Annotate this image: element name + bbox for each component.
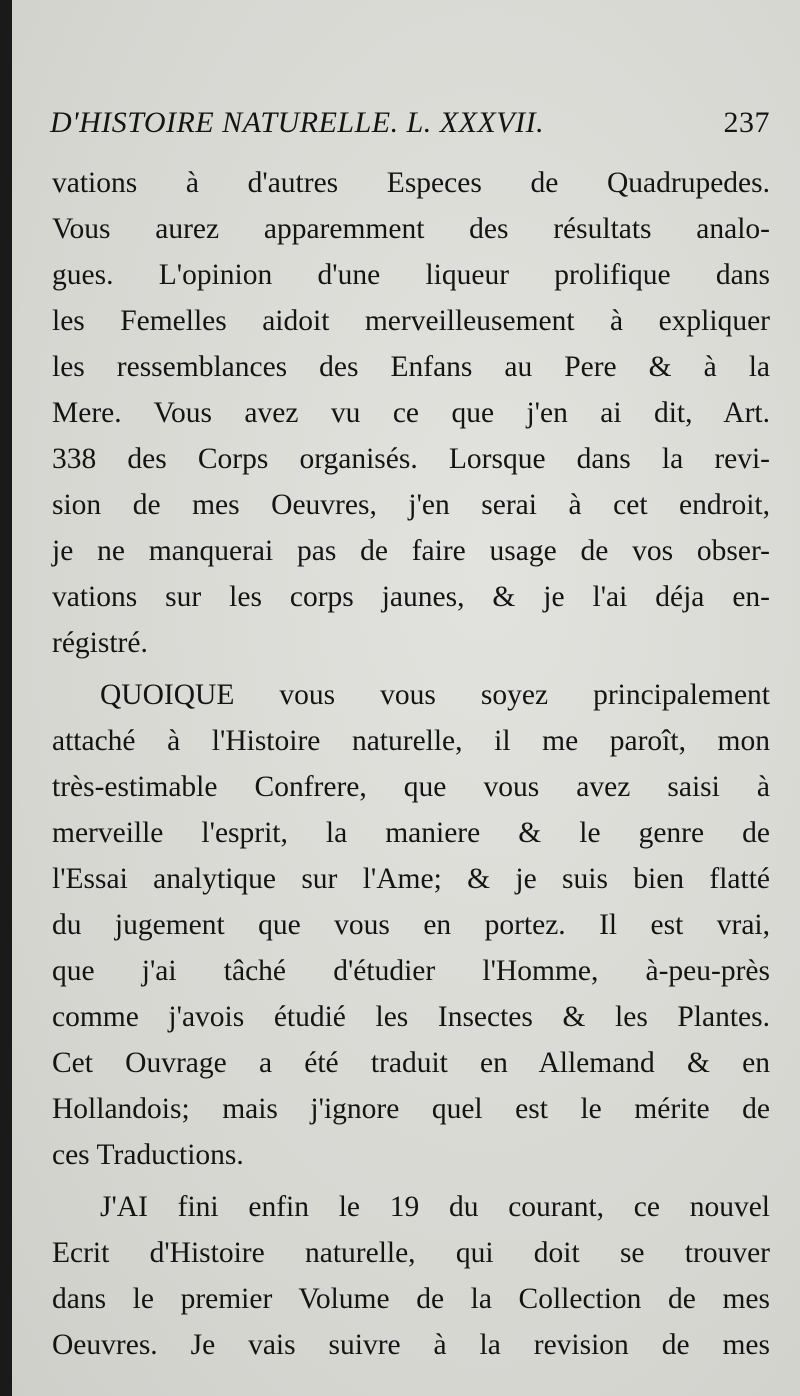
text-line: très-estimable Confrere, que vous avez saisi à (52, 771, 770, 803)
text-line: sion de mes Oeuvres, j'en serai à cet endroit, (52, 489, 770, 521)
text-line: vations sur les corps jaunes, & je l'ai déja en- (52, 581, 770, 613)
text-line: l'Essai analytique sur l'Ame; & je suis bien flatté (52, 863, 770, 895)
text-line: vations à d'autres Especes de Quadrupedes. (52, 167, 770, 199)
text-line: Hollandois; mais j'ignore quel est le mérite de (52, 1093, 770, 1125)
text-line: ces Traductions. (52, 1139, 244, 1171)
text-line: QUOIQUE vous vous soyez principalement (100, 679, 770, 711)
text-line: J'AI fini enfin le 19 du courant, ce nouvel (100, 1191, 770, 1223)
text-line: Mere. Vous avez vu ce que j'en ai dit, Art. (52, 397, 770, 429)
paragraph-1 (52, 160, 770, 666)
text-line: Ecrit d'Histoire naturelle, qui doit se trouver (52, 1237, 770, 1269)
text-line: régistré. (52, 627, 148, 659)
running-head (50, 102, 770, 148)
text-line: Cet Ouvrage a été traduit en Allemand & en (52, 1047, 770, 1079)
running-head-title: D'HISTOIRE NATURELLE. L. XXXVII. (50, 106, 545, 139)
paragraph-2 (52, 672, 770, 1178)
text-line: les ressemblances des Enfans au Pere & à la (52, 351, 770, 383)
text-line: dans le premier Volume de la Collection de mes (52, 1283, 770, 1315)
text-line: du jugement que vous en portez. Il est vrai, (52, 909, 770, 941)
text-line: les Femelles aidoit merveilleusement à expliquer (52, 305, 770, 337)
page-number: 237 (723, 106, 770, 139)
text-line: Vous aurez apparemment des résultats analo- (52, 213, 770, 245)
book-page (12, 0, 800, 1396)
text-line: gues. L'opinion d'une liqueur prolifique dans (52, 259, 770, 291)
text-line: merveille l'esprit, la maniere & le genre de (52, 817, 770, 849)
text-line: Oeuvres. Je vais suivre à la revision de mes (52, 1329, 770, 1361)
text-line: attaché à l'Histoire naturelle, il me paroît, mon (52, 725, 770, 757)
text-line: que j'ai tâché d'étudier l'Homme, à-peu-près (52, 955, 770, 987)
text-line: je ne manquerai pas de faire usage de vos obser- (52, 535, 770, 567)
text-line: comme j'avois étudié les Insectes & les Plantes. (52, 1001, 770, 1033)
paragraph-3 (52, 1184, 770, 1368)
text-line: 338 des Corps organisés. Lorsque dans la revi- (52, 443, 770, 475)
